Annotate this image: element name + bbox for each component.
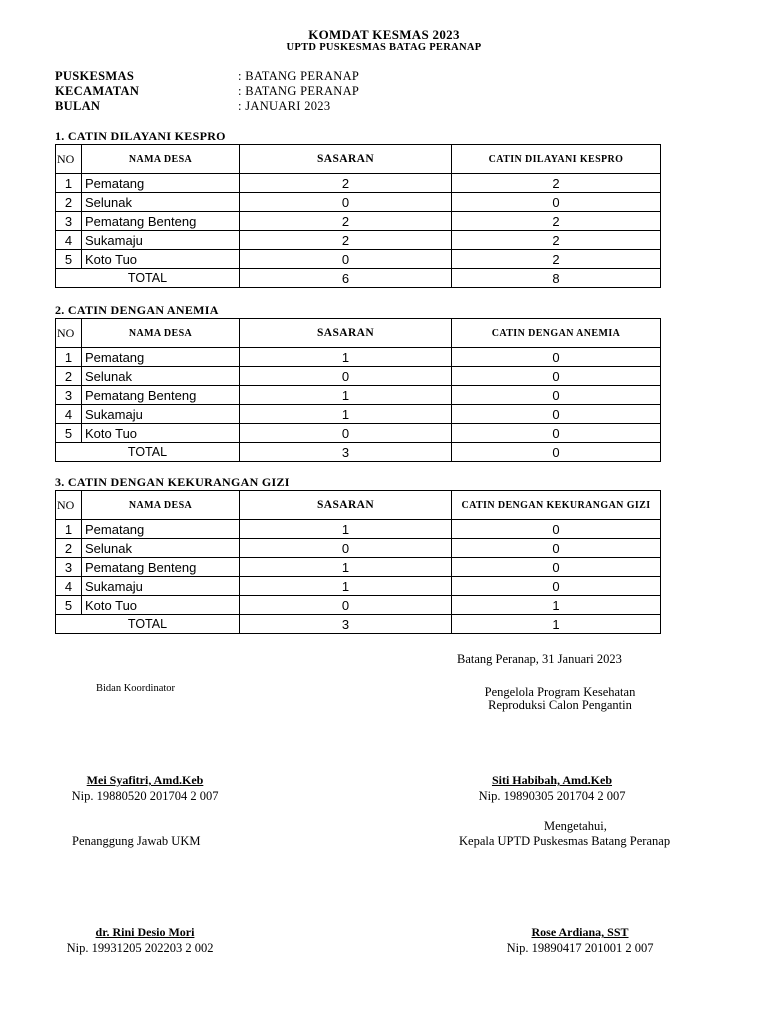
section-heading-anemia: 2. CATIN DENGAN ANEMIA (55, 303, 219, 317)
table-anemia (55, 318, 661, 462)
signer-nip-mei-syafitri: Nip. 19880520 201704 2 007 (71, 789, 219, 803)
cell-total-sasaran: 3 (240, 615, 452, 634)
col-header-desa: NAMA DESA (82, 145, 240, 174)
cell-sasaran: 1 (240, 348, 452, 367)
cell-result: 2 (452, 250, 661, 269)
cell-no: 3 (56, 386, 82, 405)
cell-no: 5 (56, 250, 82, 269)
cell-no: 4 (56, 231, 82, 250)
cell-desa: Pematang (82, 174, 240, 193)
role-bidan-koordinator: Bidan Koordinator (96, 683, 176, 694)
cell-desa: Koto Tuo (82, 596, 240, 615)
info-label-bulan: BULAN (55, 99, 101, 113)
cell-total-result: 0 (452, 443, 661, 462)
cell-no: 5 (56, 424, 82, 443)
table-row (56, 405, 661, 424)
cell-result: 0 (452, 193, 661, 212)
col-header-sasaran: SASARAN (240, 319, 452, 348)
cell-total-result: 1 (452, 615, 661, 634)
document-subtitle: UPTD PUSKESMAS BATAG PERANAP (286, 42, 482, 53)
cell-sasaran: 1 (240, 520, 452, 539)
cell-total-label: TOTAL (56, 269, 240, 288)
table-total-row (56, 615, 661, 634)
cell-desa: Selunak (82, 193, 240, 212)
info-value-bulan: : JANUARI 2023 (238, 99, 331, 113)
col-header-no: NO (56, 319, 82, 348)
cell-no: 2 (56, 193, 82, 212)
role-pengelola-line1: Pengelola Program Kesehatan (484, 685, 636, 699)
cell-result: 0 (452, 558, 661, 577)
cell-result: 0 (452, 405, 661, 424)
signer-name-rose-ardiana: Rose Ardiana, SST (531, 925, 629, 939)
cell-total-result: 8 (452, 269, 661, 288)
cell-result: 0 (452, 424, 661, 443)
cell-result: 1 (452, 596, 661, 615)
table-row (56, 348, 661, 367)
col-header-no: NO (56, 491, 82, 520)
cell-no: 2 (56, 539, 82, 558)
cell-desa: Pematang Benteng (82, 558, 240, 577)
cell-desa: Sukamaju (82, 405, 240, 424)
cell-result: 2 (452, 174, 661, 193)
table-row (56, 558, 661, 577)
cell-sasaran: 2 (240, 174, 452, 193)
cell-result: 0 (452, 520, 661, 539)
signer-name-siti-habibah: Siti Habibah, Amd.Keb (491, 773, 613, 787)
table-row (56, 520, 661, 539)
cell-desa: Selunak (82, 367, 240, 386)
table-total-row (56, 269, 661, 288)
cell-desa: Sukamaju (82, 577, 240, 596)
cell-desa: Sukamaju (82, 231, 240, 250)
col-header-desa: NAMA DESA (82, 491, 240, 520)
cell-no: 2 (56, 367, 82, 386)
cell-total-label: TOTAL (56, 615, 240, 634)
section-heading-gizi: 3. CATIN DENGAN KEKURANGAN GIZI (55, 475, 290, 489)
role-pengelola-line2: Reproduksi Calon Pengantin (488, 698, 632, 712)
ack-mengetahui: Mengetahui, (544, 819, 607, 833)
cell-sasaran: 1 (240, 386, 452, 405)
table-row (56, 367, 661, 386)
cell-sasaran: 0 (240, 596, 452, 615)
cell-desa: Koto Tuo (82, 250, 240, 269)
info-label-puskesmas: PUSKESMAS (55, 69, 135, 83)
table-row (56, 193, 661, 212)
info-value-puskesmas: : BATANG PERANAP (238, 69, 360, 83)
place-date: Batang Peranap, 31 Januari 2023 (457, 652, 622, 666)
signer-name-rini-desio-mori: dr. Rini Desio Mori (95, 925, 195, 939)
table-row (56, 539, 661, 558)
col-header-no: NO (56, 145, 82, 174)
col-header-result: CATIN DENGAN ANEMIA (452, 319, 661, 348)
table-header-row (56, 145, 661, 174)
cell-total-sasaran: 6 (240, 269, 452, 288)
table-row (56, 577, 661, 596)
cell-result: 0 (452, 367, 661, 386)
cell-sasaran: 0 (240, 367, 452, 386)
cell-no: 4 (56, 405, 82, 424)
signer-nip-rini-desio-mori: Nip. 19931205 202203 2 002 (66, 941, 214, 955)
table-row (56, 386, 661, 405)
table-header-row (56, 491, 661, 520)
cell-no: 3 (56, 558, 82, 577)
cell-total-sasaran: 3 (240, 443, 452, 462)
cell-no: 1 (56, 520, 82, 539)
cell-sasaran: 1 (240, 558, 452, 577)
cell-no: 1 (56, 348, 82, 367)
role-penanggung-jawab-ukm: Penanggung Jawab UKM (72, 834, 201, 848)
cell-sasaran: 0 (240, 539, 452, 558)
col-header-result: CATIN DENGAN KEKURANGAN GIZI (452, 491, 661, 520)
col-header-sasaran: SASARAN (240, 491, 452, 520)
signer-nip-rose-ardiana: Nip. 19890417 201001 2 007 (506, 941, 654, 955)
cell-no: 3 (56, 212, 82, 231)
info-value-kecamatan: : BATANG PERANAP (238, 84, 360, 98)
cell-sasaran: 2 (240, 231, 452, 250)
cell-sasaran: 1 (240, 405, 452, 424)
section-heading-kespro: 1. CATIN DILAYANI KESPRO (55, 129, 226, 143)
table-row (56, 424, 661, 443)
table-row (56, 596, 661, 615)
cell-no: 1 (56, 174, 82, 193)
cell-sasaran: 0 (240, 424, 452, 443)
col-header-sasaran: SASARAN (240, 145, 452, 174)
signer-nip-siti-habibah: Nip. 19890305 201704 2 007 (478, 789, 626, 803)
cell-desa: Pematang Benteng (82, 386, 240, 405)
cell-sasaran: 0 (240, 250, 452, 269)
table-row (56, 250, 661, 269)
cell-desa: Pematang Benteng (82, 212, 240, 231)
cell-result: 0 (452, 539, 661, 558)
cell-result: 2 (452, 231, 661, 250)
cell-no: 4 (56, 577, 82, 596)
table-total-row (56, 443, 661, 462)
cell-desa: Pematang (82, 348, 240, 367)
table-row (56, 174, 661, 193)
table-row (56, 231, 661, 250)
cell-total-label: TOTAL (56, 443, 240, 462)
cell-result: 0 (452, 386, 661, 405)
cell-sasaran: 1 (240, 577, 452, 596)
info-label-kecamatan: KECAMATAN (55, 84, 140, 98)
cell-no: 5 (56, 596, 82, 615)
cell-result: 2 (452, 212, 661, 231)
table-row (56, 212, 661, 231)
cell-desa: Koto Tuo (82, 424, 240, 443)
cell-desa: Pematang (82, 520, 240, 539)
table-gizi (55, 490, 661, 634)
cell-sasaran: 0 (240, 193, 452, 212)
cell-sasaran: 2 (240, 212, 452, 231)
table-header-row (56, 319, 661, 348)
col-header-result: CATIN DILAYANI KESPRO (452, 145, 661, 174)
cell-desa: Selunak (82, 539, 240, 558)
document-title: KOMDAT KESMAS 2023 (308, 27, 460, 42)
col-header-desa: NAMA DESA (82, 319, 240, 348)
signer-name-mei-syafitri: Mei Syafitri, Amd.Keb (86, 773, 204, 787)
cell-result: 0 (452, 577, 661, 596)
cell-result: 0 (452, 348, 661, 367)
table-kespro (55, 144, 661, 288)
role-kepala-uptd: Kepala UPTD Puskesmas Batang Peranap (459, 834, 671, 848)
